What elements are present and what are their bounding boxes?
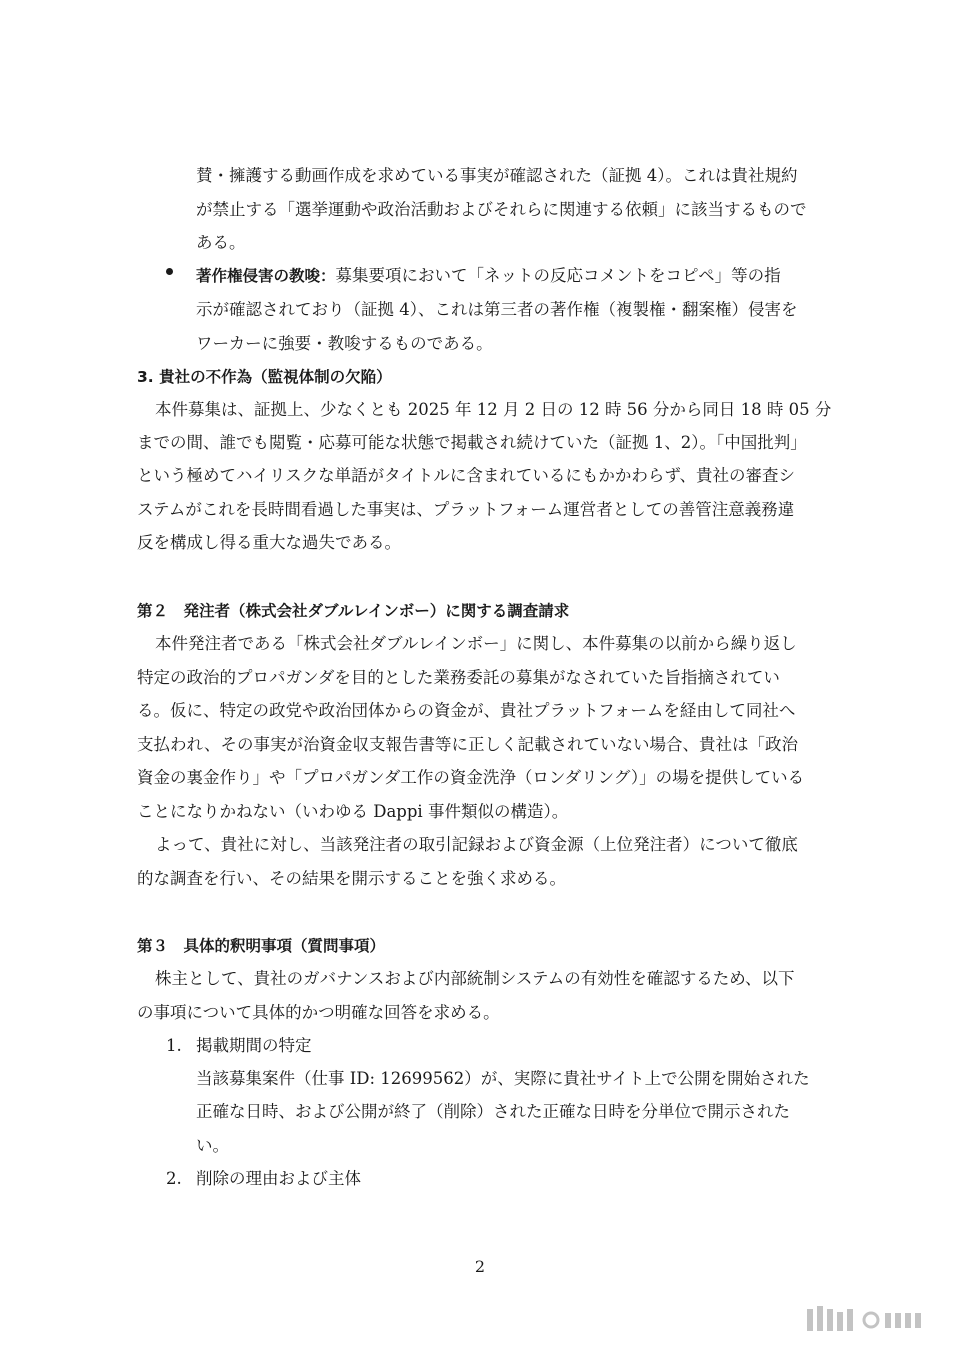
paragraph-line: ある。 bbox=[196, 233, 246, 252]
paragraph-line: 賛・擁護する動画作成を求めている事実が確認された（証拠 4）。これは貴社規約 bbox=[196, 166, 798, 185]
paragraph-line: までの間、誰でも閲覧・応募可能な状態で掲載され続けていた（証拠 1、2）。「中国批判」 bbox=[137, 433, 807, 452]
bullet-title: 著作権侵害の教唆： bbox=[196, 267, 336, 285]
paragraph-line: 正確な日時、および公開が終了（削除）された正確な日時を分単位で開示された bbox=[196, 1102, 790, 1121]
paragraph-line: ステムがこれを長時間看過した事実は、プラットフォーム運営者としての善管注意義務違 bbox=[137, 500, 795, 519]
subsection-heading: 3. 貴社の不作為（監視体制の欠陥） bbox=[137, 368, 392, 386]
list-item-title: 削除の理由および主体 bbox=[196, 1169, 361, 1188]
bullet-text: 募集要項において「ネットの反応コメントをコピペ」等の指 bbox=[335, 266, 781, 285]
paragraph-line: 反を構成し得る重大な過失である。 bbox=[137, 533, 401, 552]
bullet-dot-icon bbox=[166, 268, 173, 275]
paragraph-line: が禁止する「選挙運動や政治活動およびそれらに関連する依頼」に該当するもので bbox=[196, 200, 807, 219]
paragraph-line: 当該募集案件（仕事 ID: 12699562）が、実際に貴社サイト上で公開を開始された bbox=[196, 1069, 810, 1088]
paragraph-line: よって、貴社に対し、当該発注者の取引記録および資金源（上位発注者）について徹底 bbox=[155, 835, 798, 854]
list-item-number: 2. bbox=[166, 1169, 182, 1188]
paragraph-line: い。 bbox=[196, 1136, 229, 1155]
section-heading: 第３ 具体的釈明事項（質問事項） bbox=[137, 937, 386, 955]
paragraph-line: 本件募集は、証拠上、少なくとも 2025 年 12 月 2 日の 12 時 56 分から同日 18 時 05 分 bbox=[155, 400, 832, 419]
paragraph-line: の事項について具体的かつ明確な回答を求める。 bbox=[137, 1003, 500, 1022]
paragraph-line: 株主として、貴社のガバナンスおよび内部統制システムの有効性を確認するため、以下 bbox=[155, 969, 795, 988]
paragraph-line: 支払われ、その事実が治資金収支報告書等に正しく記載されていない場合、貴社は「政治 bbox=[137, 735, 798, 754]
watermark-logo-icon bbox=[805, 1303, 933, 1335]
list-item-number: 1. bbox=[166, 1036, 182, 1055]
paragraph-line: 特定の政治的プロパガンダを目的とした業務委託の募集がなされていた旨指摘されてい bbox=[137, 668, 780, 687]
page-number: 2 bbox=[474, 1257, 486, 1276]
bullet-line bbox=[196, 266, 781, 286]
section-heading: 第２ 発注者（株式会社ダブルレインボー）に関する調査請求 bbox=[137, 602, 570, 620]
paragraph-line: 本件発注者である「株式会社ダブルレインボー」に関し、本件募集の以前から繰り返し bbox=[155, 634, 797, 653]
paragraph-line: 的な調査を行い、その結果を開示することを強く求める。 bbox=[137, 869, 566, 888]
list-item-title: 掲載期間の特定 bbox=[196, 1036, 312, 1055]
paragraph-line: 示が確認されており（証拠 4）、これは第三者の著作権（複製権・翻案権）侵害を bbox=[196, 300, 798, 319]
paragraph-line: ことになりかねない（いわゆる Dappi 事件類似の構造）。 bbox=[137, 802, 569, 821]
paragraph-line: 資金の裏金作り」や「プロパガンダ工作の資金洗浄（ロンダリング）」の場を提供している bbox=[137, 768, 805, 787]
paragraph-line: という極めてハイリスクな単語がタイトルに含まれているにもかかわらず、貴社の審査シ bbox=[137, 466, 796, 485]
paragraph-line: ワーカーに強要・教唆するものである。 bbox=[196, 334, 493, 353]
paragraph-line: る。仮に、特定の政党や政治団体からの資金が、貴社プラットフォームを経由して同社へ bbox=[137, 701, 796, 720]
